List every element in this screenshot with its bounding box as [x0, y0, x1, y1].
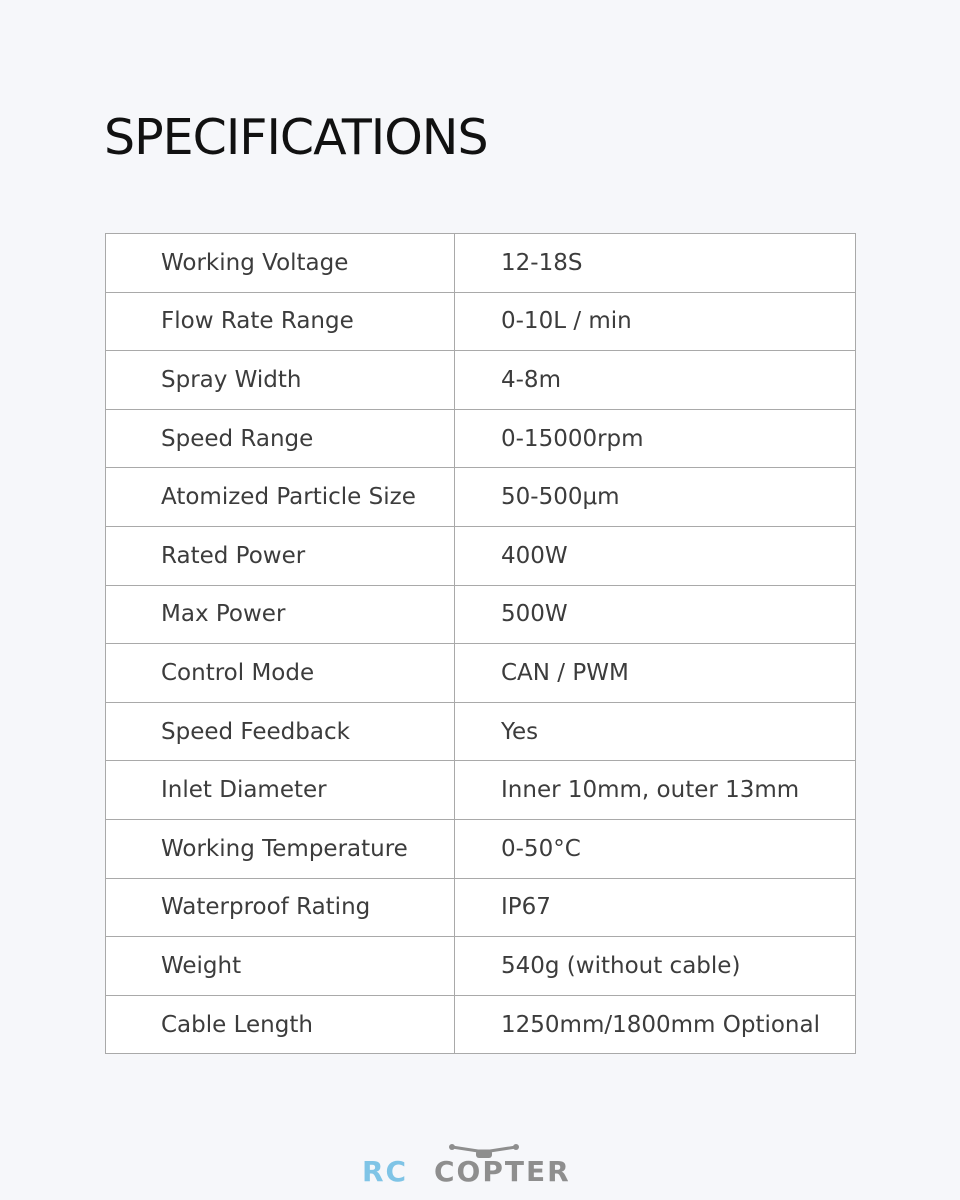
rc-copter-logo: [362, 1140, 602, 1190]
spec-value: 1250mm/1800mm Optional: [455, 995, 856, 1054]
table-row: [106, 819, 856, 878]
spec-label: Spray Width: [106, 351, 455, 410]
spec-table-body: [106, 234, 856, 1054]
spec-label: Flow Rate Range: [106, 292, 455, 351]
table-row: [106, 937, 856, 996]
spec-value: 12-18S: [455, 234, 856, 293]
spec-label: Cable Length: [106, 995, 455, 1054]
table-row: [106, 468, 856, 527]
spec-label: Speed Range: [106, 409, 455, 468]
table-row: [106, 995, 856, 1054]
spec-value: CAN / PWM: [455, 644, 856, 703]
spec-value: Inner 10mm, outer 13mm: [455, 761, 856, 820]
table-row: [106, 292, 856, 351]
table-row: [106, 702, 856, 761]
spec-value: IP67: [455, 878, 856, 937]
spec-value: 0-50°C: [455, 819, 856, 878]
spec-label: Waterproof Rating: [106, 878, 455, 937]
spec-label: Inlet Diameter: [106, 761, 455, 820]
table-row: [106, 234, 856, 293]
spec-value: 50-500μm: [455, 468, 856, 527]
spec-value: 0-15000rpm: [455, 409, 856, 468]
spec-label: Weight: [106, 937, 455, 996]
spec-value: 500W: [455, 585, 856, 644]
logo-text-rc: RC: [362, 1155, 409, 1188]
spec-label: Working Voltage: [106, 234, 455, 293]
spec-label: Speed Feedback: [106, 702, 455, 761]
table-row: [106, 878, 856, 937]
table-row: [106, 585, 856, 644]
spec-label: Control Mode: [106, 644, 455, 703]
spec-label: Rated Power: [106, 526, 455, 585]
spec-table: [105, 233, 856, 1054]
spec-value: 400W: [455, 526, 856, 585]
table-row: [106, 644, 856, 703]
table-row: [106, 526, 856, 585]
logo-text-copter: COPTER: [434, 1155, 571, 1188]
spec-value: 540g (without cable): [455, 937, 856, 996]
page-title: SPECIFICATIONS: [104, 109, 488, 166]
table-row: [106, 409, 856, 468]
spec-value: 4-8m: [455, 351, 856, 410]
spec-label: Atomized Particle Size: [106, 468, 455, 527]
spec-value: 0-10L / min: [455, 292, 856, 351]
spec-label: Max Power: [106, 585, 455, 644]
table-row: [106, 351, 856, 410]
table-row: [106, 761, 856, 820]
spec-label: Working Temperature: [106, 819, 455, 878]
spec-value: Yes: [455, 702, 856, 761]
